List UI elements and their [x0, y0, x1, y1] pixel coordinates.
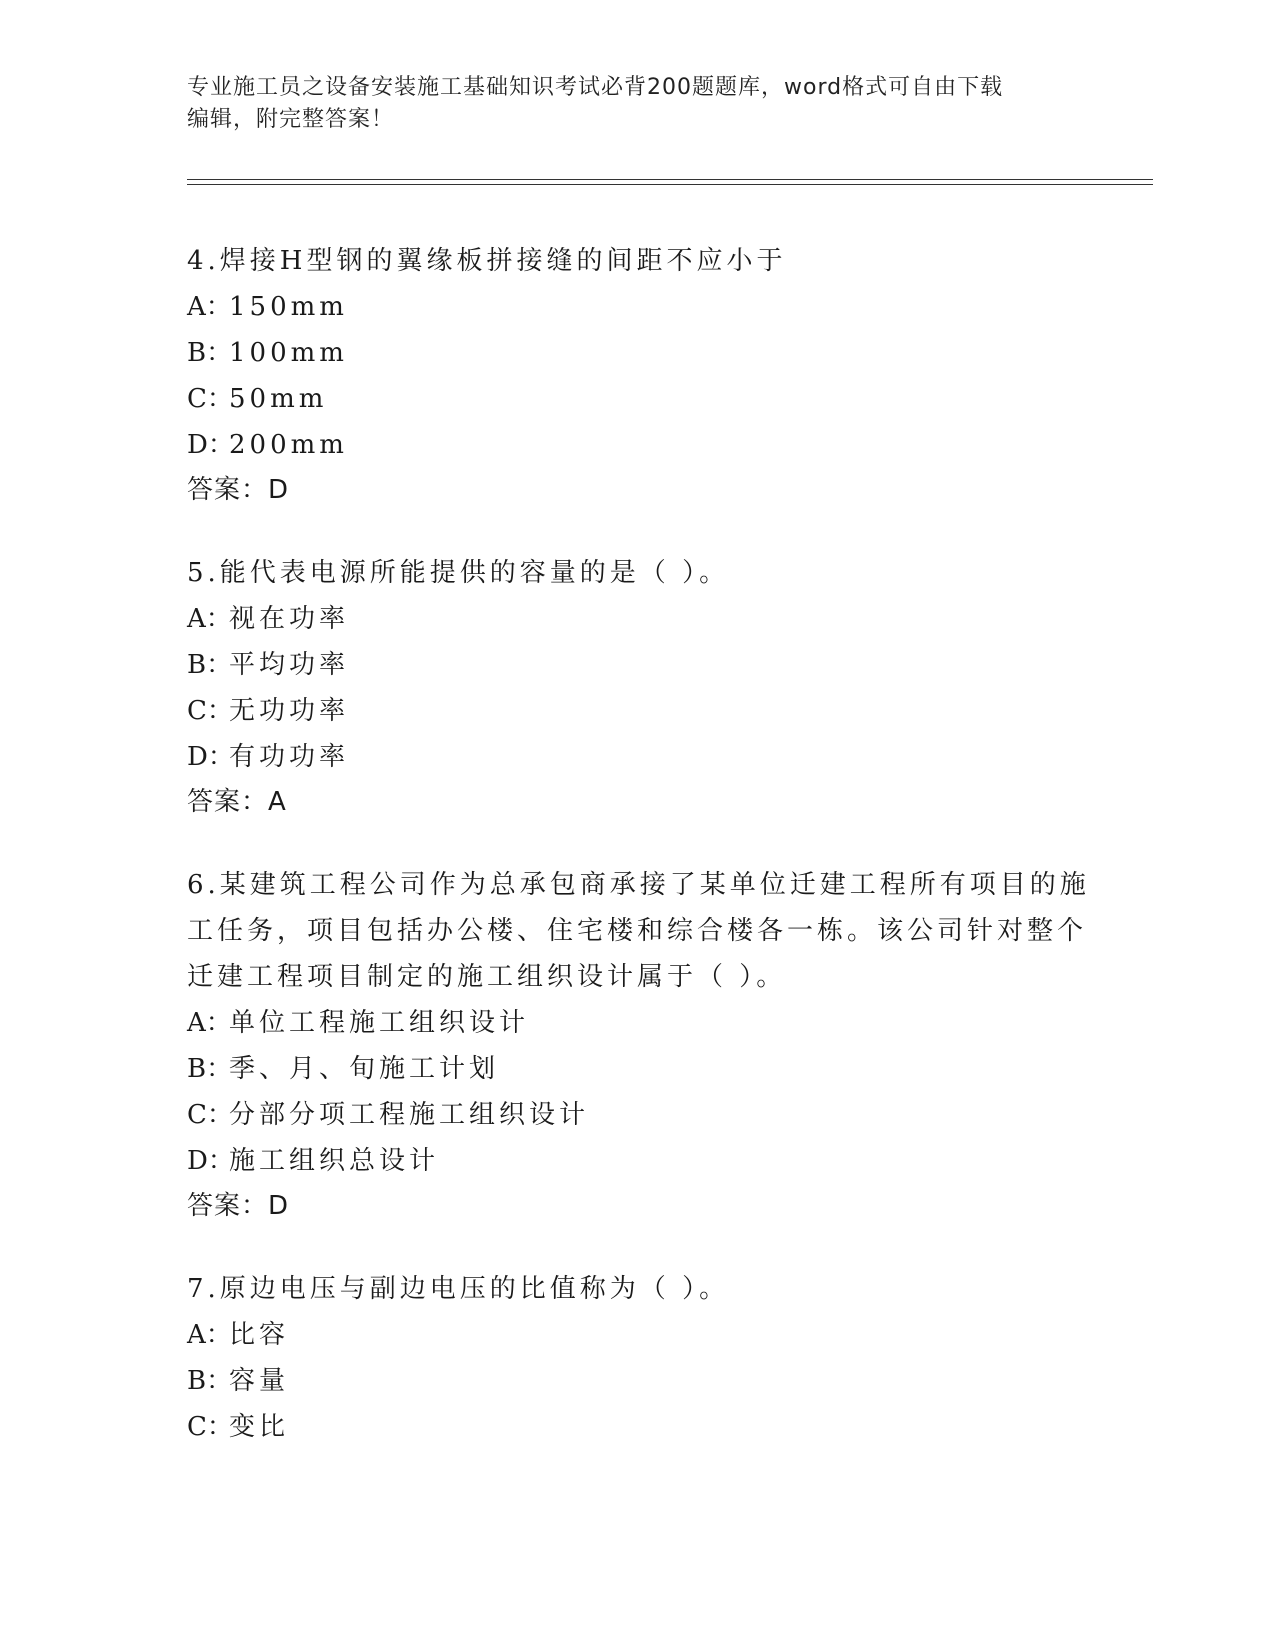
option-key: D： — [187, 742, 234, 772]
question-stem: 6.某建筑工程公司作为总承包商承接了某单位迁建工程所有项目的施 — [187, 870, 1090, 900]
option-text: 平均功率 — [229, 650, 350, 680]
option-text: 视在功率 — [229, 604, 350, 634]
option-b — [187, 330, 1067, 376]
option-key: D： — [187, 1146, 234, 1176]
header-line: 专业施工员之设备安装施工基础知识考试必背200题题库，word格式可自由下载 — [187, 75, 1004, 100]
option-key: B： — [187, 338, 233, 368]
option-text: 100mm — [229, 338, 348, 368]
option-a — [187, 284, 1067, 330]
option-key: A： — [187, 604, 232, 634]
answer-line: 答案：A — [187, 787, 287, 817]
header-divider-bottom — [187, 184, 1153, 185]
document-header — [187, 72, 1067, 136]
option-b — [187, 642, 1067, 688]
option-key: C： — [187, 1100, 233, 1130]
option-c — [187, 1092, 1067, 1138]
option-key: A： — [187, 1008, 232, 1038]
option-c — [187, 376, 1067, 422]
option-key: C： — [187, 384, 233, 414]
option-text: 分部分项工程施工组织设计 — [229, 1100, 590, 1130]
option-text: 200mm — [229, 430, 348, 460]
option-text: 无功功率 — [229, 696, 350, 726]
option-key: A： — [187, 1320, 232, 1350]
option-text: 容量 — [229, 1366, 290, 1396]
option-a — [187, 596, 1067, 642]
question-stem: 迁建工程项目制定的施工组织设计属于（ ）。 — [187, 962, 787, 992]
option-key: A： — [187, 292, 232, 322]
option-key: B： — [187, 650, 233, 680]
option-text: 50mm — [229, 384, 328, 414]
question-stem: 5.能代表电源所能提供的容量的是（ ）。 — [187, 558, 730, 588]
option-a — [187, 1000, 1067, 1046]
option-key: D： — [187, 430, 234, 460]
option-key: C： — [187, 1412, 233, 1442]
option-d — [187, 734, 1067, 780]
question-7 — [187, 1266, 1067, 1450]
option-d — [187, 1138, 1067, 1184]
answer-line: 答案：D — [187, 1191, 290, 1221]
option-text: 有功功率 — [229, 742, 350, 772]
answer-line: 答案：D — [187, 475, 290, 505]
question-6 — [187, 862, 1090, 1228]
question-stem: 工任务，项目包括办公楼、住宅楼和综合楼各一栋。该公司针对整个 — [187, 916, 1088, 946]
option-text: 施工组织总设计 — [229, 1146, 440, 1176]
option-c — [187, 688, 1067, 734]
option-text: 单位工程施工组织设计 — [229, 1008, 530, 1038]
option-key: C： — [187, 696, 233, 726]
question-stem: 4.焊接H型钢的翼缘板拼接缝的间距不应小于 — [187, 246, 787, 276]
header-line: 编辑，附完整答案！ — [187, 107, 395, 132]
option-b — [187, 1358, 1067, 1404]
question-4 — [187, 238, 1067, 512]
option-text: 150mm — [229, 292, 348, 322]
option-c — [187, 1404, 1067, 1450]
option-a — [187, 1312, 1067, 1358]
question-stem: 7.原边电压与副边电压的比值称为（ ）。 — [187, 1274, 730, 1304]
option-key: B： — [187, 1366, 233, 1396]
option-d — [187, 422, 1067, 468]
option-key: B： — [187, 1054, 233, 1084]
option-b — [187, 1046, 1067, 1092]
option-text: 比容 — [229, 1320, 290, 1350]
option-text: 季、月、旬施工计划 — [229, 1054, 500, 1084]
option-text: 变比 — [229, 1412, 290, 1442]
header-divider-top — [187, 179, 1153, 180]
question-5 — [187, 550, 1067, 824]
question-list — [187, 238, 1090, 1488]
